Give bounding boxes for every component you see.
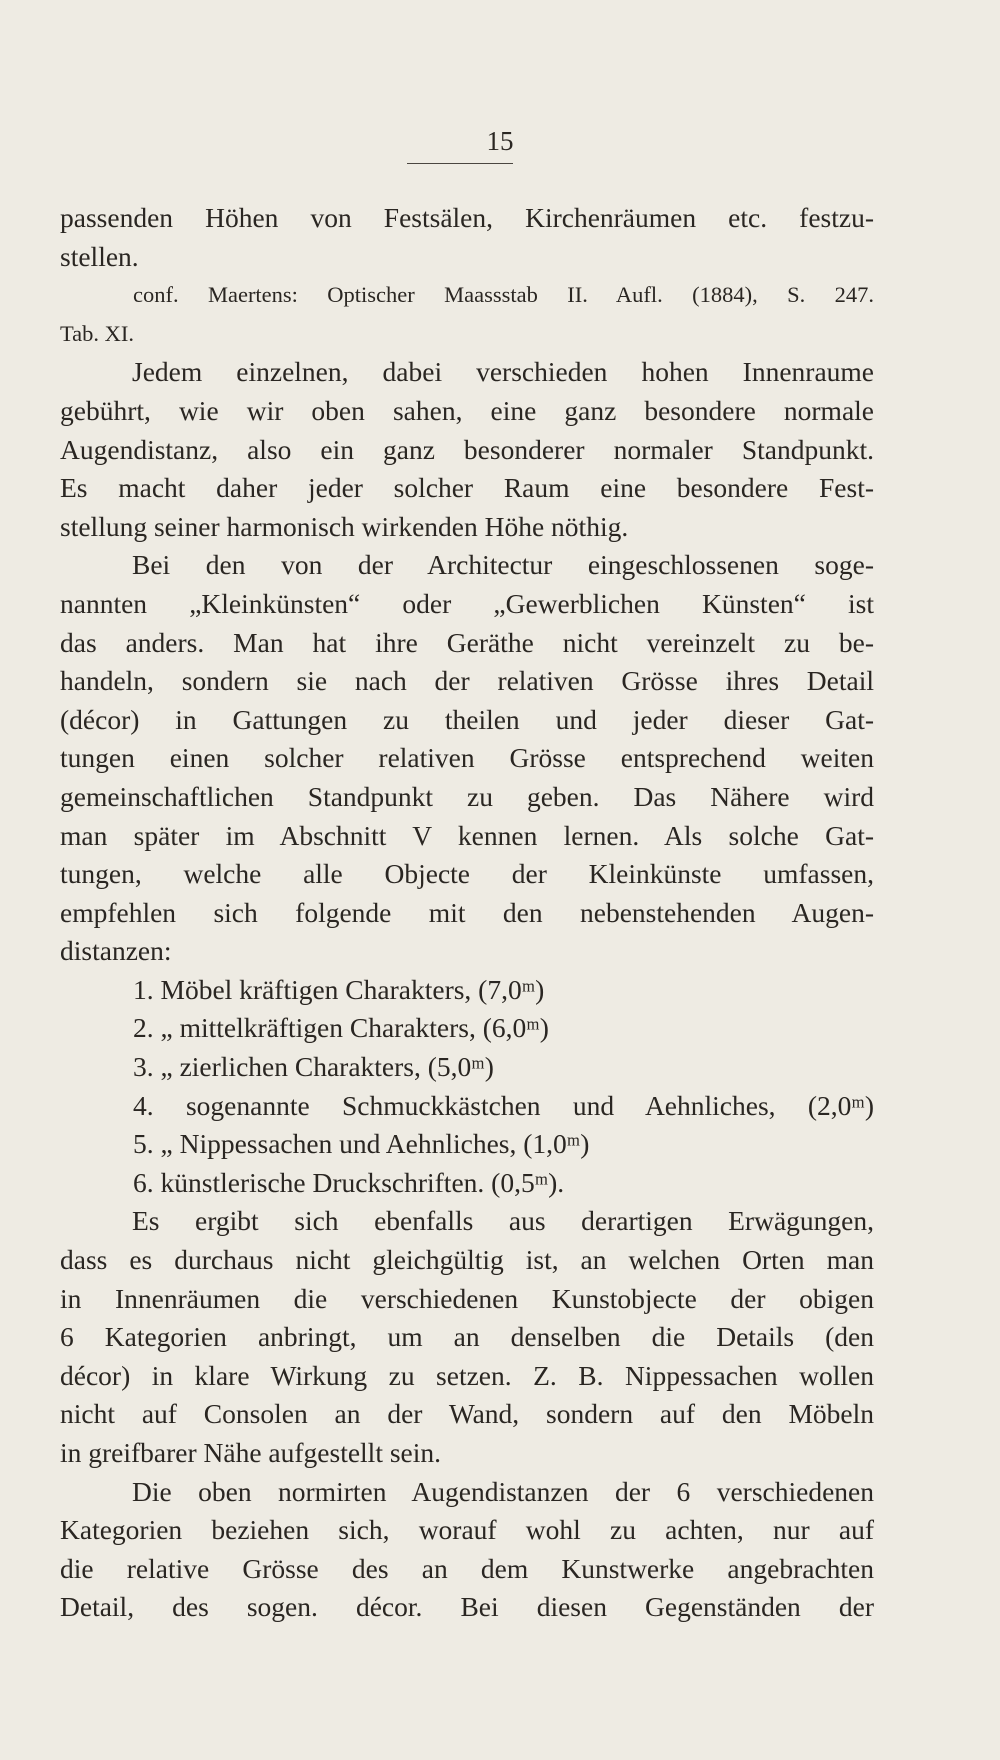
text-line: 6 Kategorien anbringt, um an denselben die Details (den (60, 1321, 874, 1353)
text-line: Die oben normirten Augendistanzen der 6 verschiedenen (132, 1475, 874, 1507)
text-line: Bei den von der Architectur eingeschlossenen soge- (132, 549, 874, 581)
text-line: die relative Grösse des an dem Kunstwerke angebrachten (60, 1552, 874, 1584)
text-line: nicht auf Consolen an der Wand, sondern auf den Möbeln (60, 1398, 874, 1430)
text-line: Detail, des sogen. décor. Bei diesen Gegenständen der (60, 1591, 874, 1623)
text-line: 6. künstlerische Druckschriften. (0,5ᵐ). (133, 1166, 565, 1198)
text-line: 1. Möbel kräftigen Charakters, (7,0ᵐ) (133, 973, 545, 1005)
text-line: stellung seiner harmonisch wirkenden Höhe nöthig. (60, 510, 629, 542)
text-line: dass es durchaus nicht gleichgültig ist, an welchen Orten man (60, 1244, 874, 1276)
text-line: Es macht daher jeder solcher Raum eine besondere Fest- (60, 472, 874, 504)
text-line: man später im Abschnitt V kennen lernen. Als solche Gat- (60, 819, 874, 851)
text-line: nannten „Kleinkünsten“ oder „Gewerblichen Künsten“ ist (60, 587, 874, 619)
text-line: Jedem einzelnen, dabei verschieden hohen Innenraume (132, 356, 874, 388)
text-line: stellen. (60, 240, 139, 272)
body-text (60, 199, 874, 1627)
text-line: distanzen: (60, 935, 172, 967)
text-line: passenden Höhen von Festsälen, Kirchenräumen etc. festzu- (60, 202, 874, 233)
text-line: Tab. XI. (60, 320, 135, 346)
text-line: das anders. Man hat ihre Geräthe nicht vereinzelt zu be- (60, 626, 874, 658)
text-line: handeln, sondern sie nach der relativen Grösse ihres Detail (60, 665, 874, 697)
text-line: conf. Maertens: Optischer Maassstab II. Aufl. (1884), S. 247. (133, 282, 874, 308)
text-line: 4. sogenannte Schmuckkästchen und Aehnliches, (2,0ᵐ) (133, 1089, 874, 1121)
text-line: tungen, welche alle Objecte der Kleinkünste umfassen, (60, 858, 874, 890)
page-number-rule (407, 163, 513, 164)
text-line: gebührt, wie wir oben sahen, eine ganz besondere normale (60, 394, 874, 426)
text-line: Es ergibt sich ebenfalls aus derartigen Erwägungen, (132, 1205, 874, 1237)
text-line: 3. „ zierlichen Charakters, (5,0ᵐ) (133, 1051, 494, 1083)
text-line: Augendistanz, also ein ganz besonderer normaler Standpunkt. (60, 433, 874, 465)
text-line: 2. „ mittelkräftigen Charakters, (6,0ᵐ) (133, 1012, 549, 1044)
text-line: Kategorien beziehen sich, worauf wohl zu achten, nur auf (60, 1514, 874, 1546)
page-number: 15 (486, 126, 514, 156)
text-line: (décor) in Gattungen zu theilen und jeder dieser Gat- (60, 703, 874, 735)
text-line: empfehlen sich folgende mit den nebenstehenden Augen- (60, 896, 874, 928)
text-line: tungen einen solcher relativen Grösse entsprechend weiten (60, 742, 874, 774)
text-line: gemeinschaftlichen Standpunkt zu geben. Das Nähere wird (60, 780, 874, 812)
text-line: in greifbarer Nähe aufgestellt sein. (60, 1437, 442, 1468)
text-line: 5. „ Nippessachen und Aehnliches, (1,0ᵐ) (133, 1128, 590, 1160)
text-line: in Innenräumen die verschiedenen Kunstobjecte der obigen (60, 1282, 874, 1314)
text-line: décor) in klare Wirkung zu setzen. Z. B. Nippessachen wollen (60, 1359, 874, 1391)
